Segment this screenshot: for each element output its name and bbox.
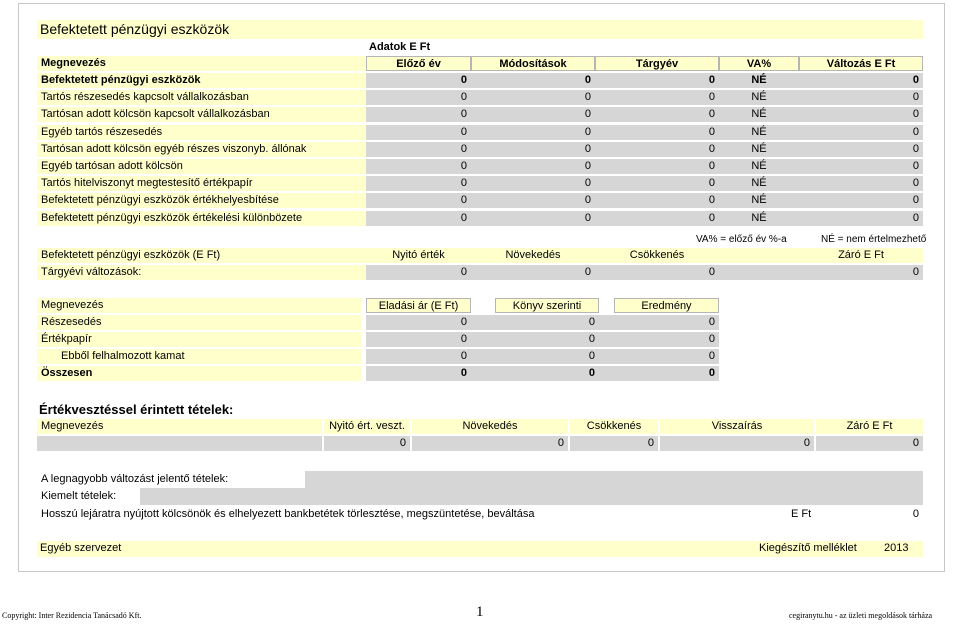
t1-header-curr: Tárgyév bbox=[595, 56, 719, 71]
footer-copyright: Copyright: Inter Rezidencia Tanácsadó Kft. bbox=[2, 611, 142, 620]
t1-row-name: Tartósan adott kölcsön kapcsolt vállalkozásban bbox=[37, 107, 366, 122]
t1-row-curr[interactable]: 0 bbox=[595, 90, 719, 105]
t1-row-curr[interactable]: 0 bbox=[595, 107, 719, 122]
t3-row-sale[interactable]: 0 bbox=[366, 315, 471, 330]
t1-header-name: Megnevezés bbox=[37, 56, 366, 71]
t4-row-open[interactable]: 0 bbox=[324, 436, 410, 451]
t1-row-curr[interactable]: 0 bbox=[595, 211, 719, 226]
t4-row-writeback[interactable]: 0 bbox=[660, 436, 814, 451]
t3-row-name: Összesen bbox=[37, 366, 361, 381]
t1-row-va: NÉ bbox=[719, 73, 799, 88]
t1-row-va: NÉ bbox=[719, 107, 799, 122]
t1-row-curr[interactable]: 0 bbox=[595, 159, 719, 174]
bottom-year: 2013 bbox=[884, 542, 909, 554]
t3-row-name: Ebből felhalmozott kamat bbox=[37, 349, 361, 364]
t1-row-change: 0 bbox=[799, 159, 923, 174]
t4-header-dec: Csökkenés bbox=[570, 419, 658, 434]
t1-row-change: 0 bbox=[799, 142, 923, 157]
highlighted-field[interactable] bbox=[140, 488, 923, 505]
t1-row-name: Tartós hitelviszonyt megtestesítő értékpapír bbox=[37, 176, 366, 191]
t3-row-sale[interactable]: 0 bbox=[366, 349, 471, 364]
t1-row-name: Egyéb tartós részesedés bbox=[37, 125, 366, 140]
t4-header-open: Nyitó ért. veszt. bbox=[324, 419, 410, 434]
t1-row-curr[interactable]: 0 bbox=[595, 73, 719, 88]
t2-header-gap bbox=[719, 248, 799, 263]
bottom-middle: Kiegészítő melléklet bbox=[759, 542, 857, 554]
t1-row-change: 0 bbox=[799, 176, 923, 191]
t3-header-book: Könyv szerinti bbox=[495, 298, 599, 313]
t4-header-writeback: Visszaírás bbox=[660, 419, 814, 434]
highlighted-label: Kiemelt tételek: bbox=[41, 490, 117, 502]
page-title-bar bbox=[37, 20, 923, 39]
note-va: VA% = előző év %-a bbox=[696, 234, 787, 245]
t1-header-va: VA% bbox=[719, 56, 799, 71]
t1-row-prev[interactable]: 0 bbox=[366, 159, 471, 174]
t1-row-prev[interactable]: 0 bbox=[366, 73, 471, 88]
t1-row-prev[interactable]: 0 bbox=[366, 176, 471, 191]
t3-row-name: Részesedés bbox=[37, 315, 361, 330]
t3-row-book[interactable]: 0 bbox=[471, 332, 599, 347]
note-ne: NÉ = nem értelmezhető bbox=[821, 234, 927, 245]
t4-header-inc: Növekedés bbox=[412, 419, 568, 434]
t3-row-sale[interactable]: 0 bbox=[366, 332, 471, 347]
t1-row-change: 0 bbox=[799, 90, 923, 105]
t2-header-inc: Növekedés bbox=[471, 248, 595, 263]
long-term-unit: E Ft bbox=[791, 508, 812, 520]
t2-header-dec: Csökkenés bbox=[595, 248, 719, 263]
t1-row-curr[interactable]: 0 bbox=[595, 193, 719, 208]
t1-row-mod[interactable]: 0 bbox=[471, 142, 595, 157]
t2-row-open[interactable]: 0 bbox=[366, 265, 471, 280]
t1-row-mod[interactable]: 0 bbox=[471, 107, 595, 122]
t1-row-prev[interactable]: 0 bbox=[366, 125, 471, 140]
t1-row-change: 0 bbox=[799, 193, 923, 208]
bottom-bar bbox=[37, 541, 923, 557]
t1-row-name: Befektetett pénzügyi eszközök bbox=[37, 73, 366, 88]
t3-row-sale[interactable]: 0 bbox=[366, 366, 471, 381]
t1-row-mod[interactable]: 0 bbox=[471, 211, 595, 226]
t1-row-va: NÉ bbox=[719, 125, 799, 140]
t1-row-mod[interactable]: 0 bbox=[471, 90, 595, 105]
t2-row-dec[interactable]: 0 bbox=[595, 265, 719, 280]
t1-header-mod: Módosítások bbox=[471, 56, 595, 71]
largest-change-field[interactable] bbox=[305, 471, 923, 488]
t2-row-inc[interactable]: 0 bbox=[471, 265, 595, 280]
t1-row-mod[interactable]: 0 bbox=[471, 73, 595, 88]
t3-row-result: 0 bbox=[599, 349, 719, 364]
t3-header-sale: Eladási ár (E Ft) bbox=[366, 298, 471, 313]
t1-row-va: NÉ bbox=[719, 193, 799, 208]
t1-header-prev: Előző év bbox=[366, 56, 471, 71]
t1-row-va: NÉ bbox=[719, 176, 799, 191]
page-title: Befektetett pénzügyi eszközök bbox=[40, 21, 230, 37]
t1-row-prev[interactable]: 0 bbox=[366, 142, 471, 157]
t1-row-prev[interactable]: 0 bbox=[366, 193, 471, 208]
t1-row-name: Egyéb tartósan adott kölcsön bbox=[37, 159, 366, 174]
t3-row-book[interactable]: 0 bbox=[471, 366, 599, 381]
t1-row-mod[interactable]: 0 bbox=[471, 176, 595, 191]
t1-row-mod[interactable]: 0 bbox=[471, 159, 595, 174]
t1-row-change: 0 bbox=[799, 211, 923, 226]
t4-title: Értékvesztéssel érintett tételek: bbox=[39, 402, 234, 417]
footer-site: cegiranytu.hu - az üzleti megoldások tárháza bbox=[789, 611, 933, 620]
t1-row-va: NÉ bbox=[719, 159, 799, 174]
t1-row-curr[interactable]: 0 bbox=[595, 125, 719, 140]
t1-row-va: NÉ bbox=[719, 90, 799, 105]
long-term-label: Hosszú lejáratra nyújtott kölcsönök és elhelyezett bankbetétek törlesztése, megszüntetése, beváltása bbox=[41, 508, 535, 520]
t2-header-name: Befektetett pénzügyi eszközök (E Ft) bbox=[37, 248, 366, 263]
t4-row-name[interactable] bbox=[37, 436, 322, 451]
t1-row-curr[interactable]: 0 bbox=[595, 142, 719, 157]
t1-row-mod[interactable]: 0 bbox=[471, 193, 595, 208]
t3-row-result: 0 bbox=[599, 315, 719, 330]
long-term-value: 0 bbox=[912, 508, 919, 520]
t1-row-change: 0 bbox=[799, 125, 923, 140]
t3-header-result: Eredmény bbox=[614, 298, 719, 313]
t4-row-close[interactable]: 0 bbox=[816, 436, 923, 451]
group-header: Adatok E Ft bbox=[369, 41, 431, 53]
t2-row-close[interactable]: 0 bbox=[799, 265, 923, 280]
t3-header-name: Megnevezés bbox=[37, 298, 361, 313]
t2-header-open: Nyitó érték bbox=[366, 248, 471, 263]
t2-row-gap bbox=[719, 265, 799, 280]
footer-page-number: 1 bbox=[476, 604, 484, 620]
t1-header-change: Változás E Ft bbox=[799, 56, 923, 71]
t1-row-name: Befektetett pénzügyi eszközök értékelési különbözete bbox=[37, 211, 366, 226]
t4-header-close: Záró E Ft bbox=[816, 419, 923, 434]
t1-row-mod[interactable]: 0 bbox=[471, 125, 595, 140]
t1-row-name: Tartós részesedés kapcsolt vállalkozásban bbox=[37, 90, 366, 105]
t2-row-label: Tárgyévi változások: bbox=[37, 265, 366, 280]
t3-row-book[interactable]: 0 bbox=[471, 315, 599, 330]
t1-row-va: NÉ bbox=[719, 142, 799, 157]
t1-row-va: NÉ bbox=[719, 211, 799, 226]
t3-row-result: 0 bbox=[599, 332, 719, 347]
largest-change-label: A legnagyobb változást jelentő tételek: bbox=[41, 473, 229, 485]
t2-header-close: Záró E Ft bbox=[799, 248, 923, 263]
t1-row-change: 0 bbox=[799, 73, 923, 88]
t1-row-name: Befektetett pénzügyi eszközök értékhelyesbítése bbox=[37, 193, 366, 208]
t1-row-prev[interactable]: 0 bbox=[366, 107, 471, 122]
t4-row-inc[interactable]: 0 bbox=[412, 436, 568, 451]
t3-row-result: 0 bbox=[599, 366, 719, 381]
t3-row-book[interactable]: 0 bbox=[471, 349, 599, 364]
t1-row-change: 0 bbox=[799, 107, 923, 122]
t4-row-dec[interactable]: 0 bbox=[570, 436, 658, 451]
t1-row-name: Tartósan adott kölcsön egyéb részes viszonyb. állónak bbox=[37, 142, 366, 157]
t4-header-name: Megnevezés bbox=[37, 419, 322, 434]
t1-row-curr[interactable]: 0 bbox=[595, 176, 719, 191]
t1-row-prev[interactable]: 0 bbox=[366, 90, 471, 105]
bottom-left: Egyéb szervezet bbox=[40, 542, 122, 554]
t1-row-prev[interactable]: 0 bbox=[366, 211, 471, 226]
t3-row-name: Értékpapír bbox=[37, 332, 361, 347]
